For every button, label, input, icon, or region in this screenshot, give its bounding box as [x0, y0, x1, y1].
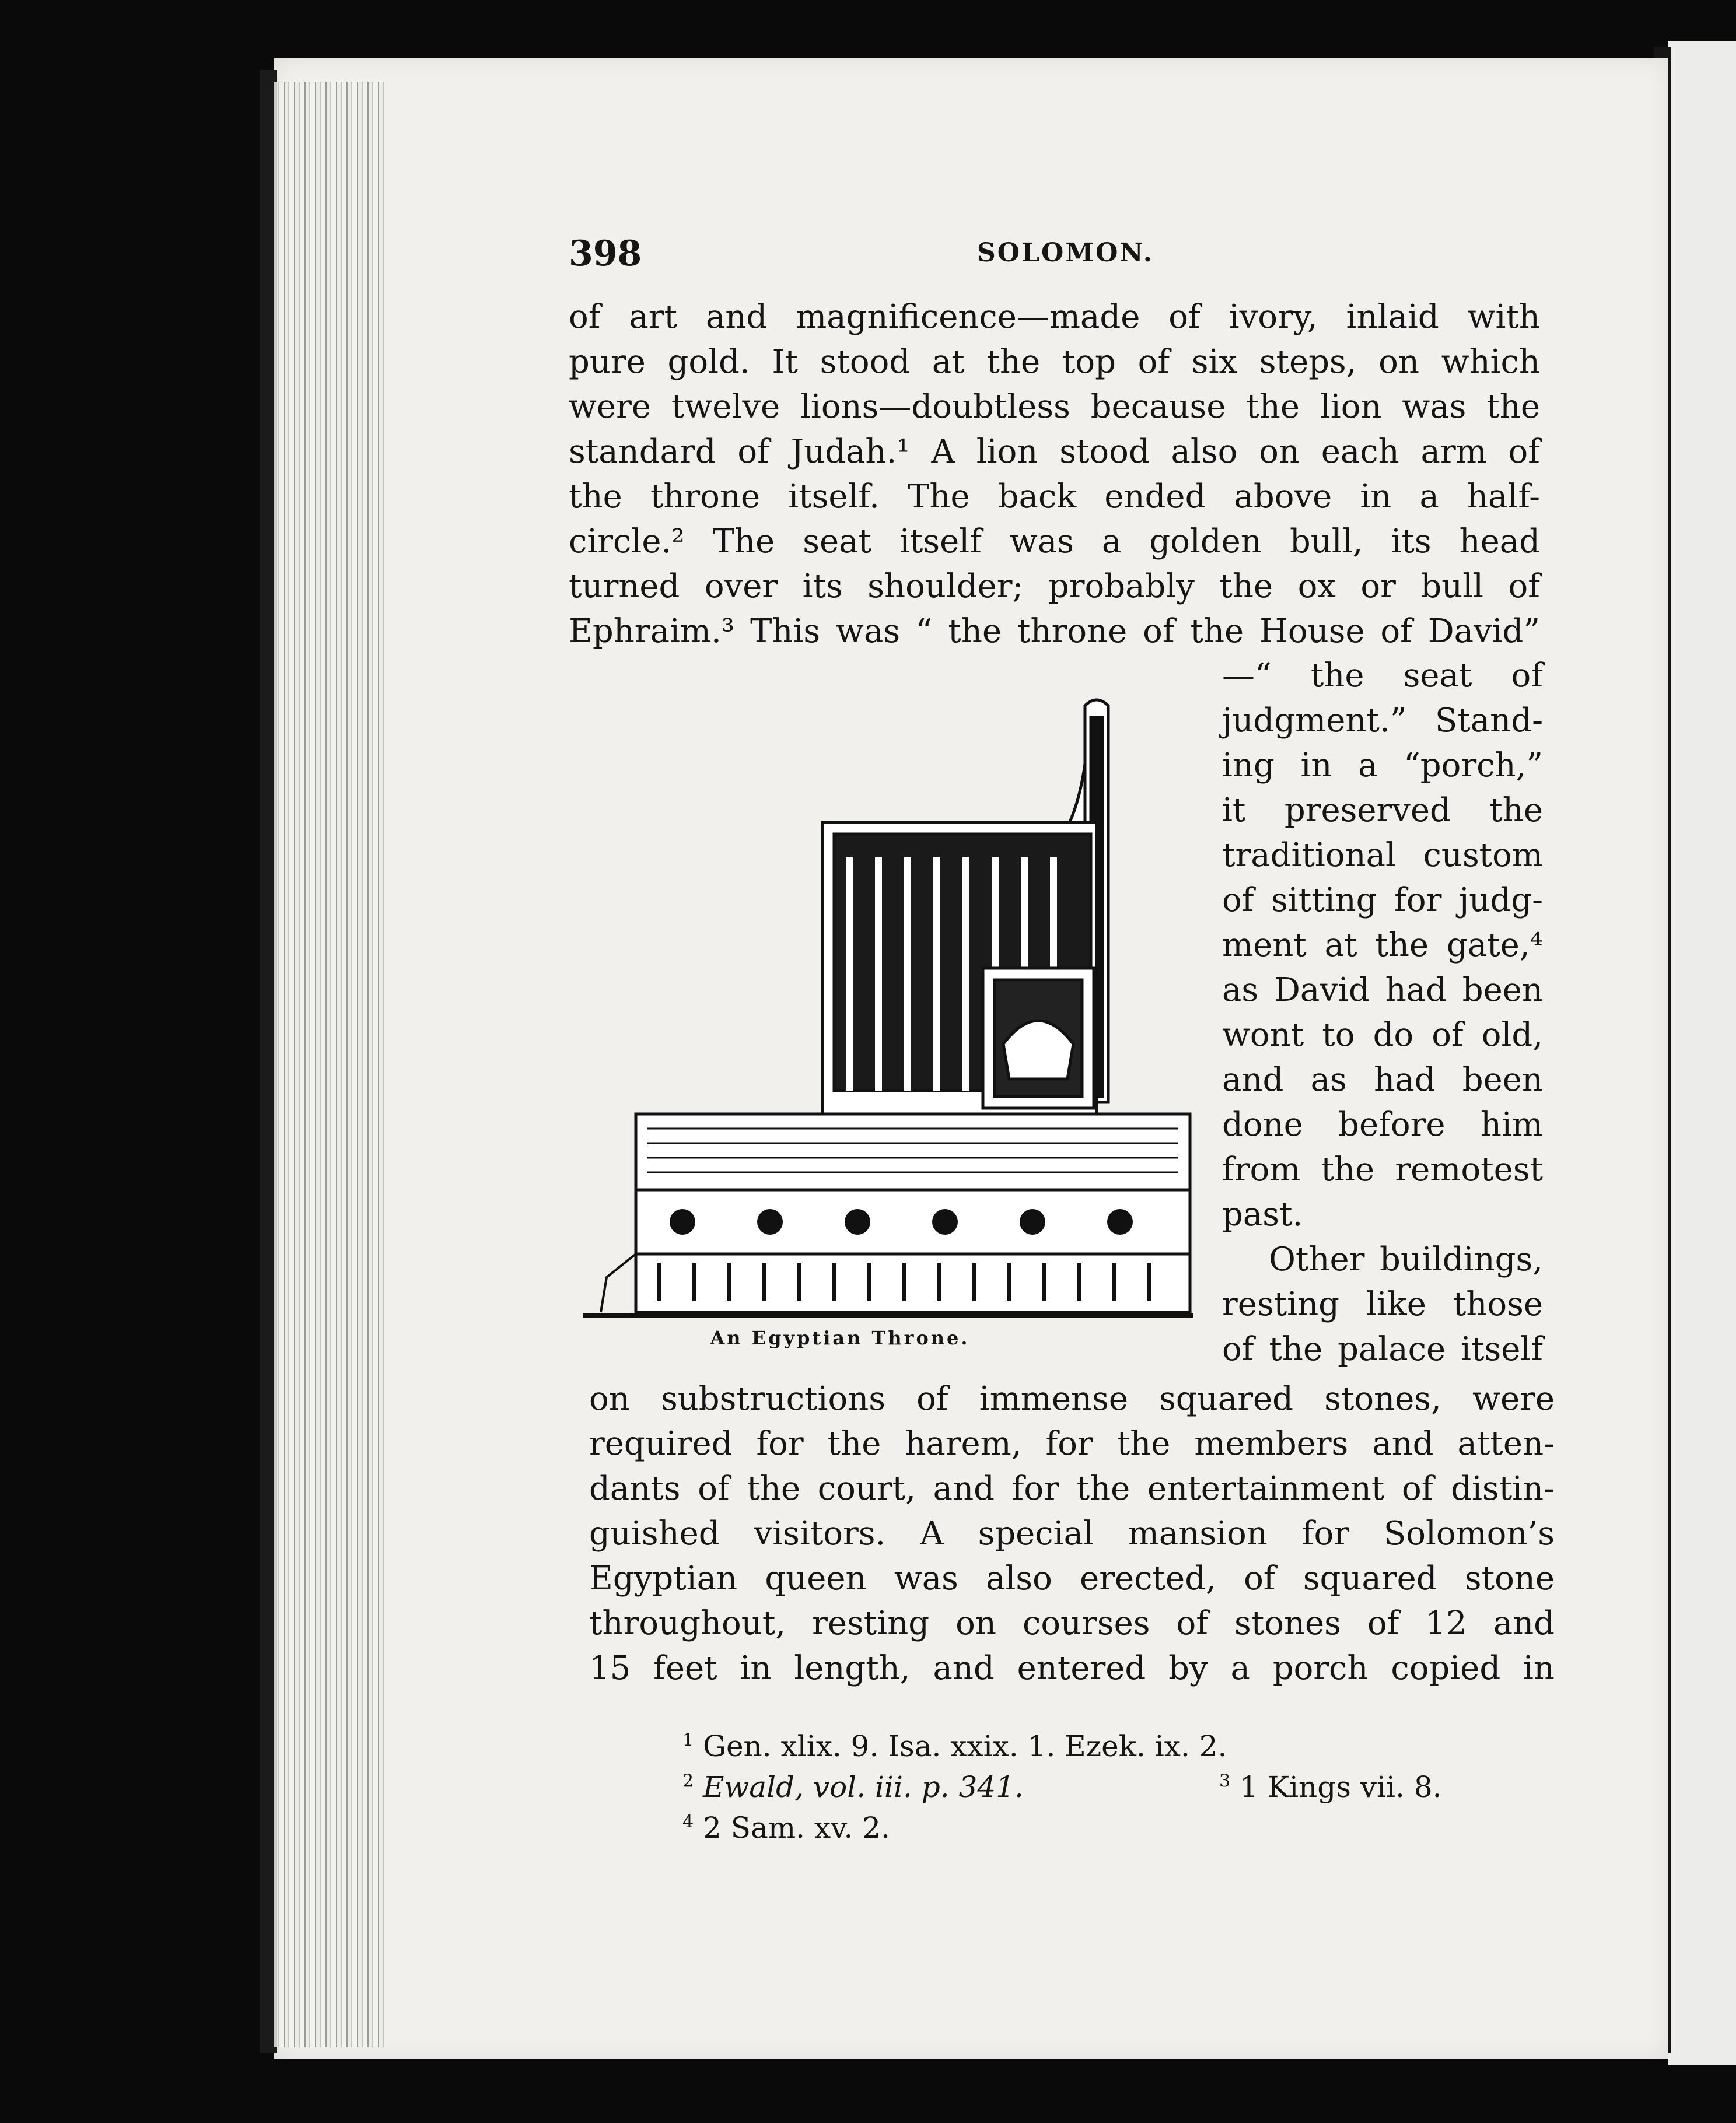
text-line: circle.² The seat itself was a golden bull, its head [569, 523, 1540, 560]
page-number: 398 [569, 233, 642, 274]
text-line: standard of Judah.¹ A lion stood also on each arm of [569, 433, 1540, 471]
text-line: of sitting for judg- [1222, 881, 1543, 919]
footnote-3 [1219, 1770, 1442, 1804]
page-header [569, 233, 1549, 280]
footnote-1 [682, 1729, 1227, 1763]
text-line: it preserved the [1222, 791, 1543, 829]
body-text-wrap [1222, 653, 1543, 1372]
text-line: Other buildings, [1269, 1241, 1543, 1278]
text-line: as David had been [1222, 971, 1543, 1009]
text-line: and as had been [1222, 1061, 1543, 1099]
text-line: judgment.” Stand- [1222, 702, 1543, 740]
throne-illustration [583, 694, 1202, 1324]
text-line: wont to do of old, [1222, 1016, 1543, 1054]
text-line: Egyptian queen was also erected, of squared stone [589, 1560, 1555, 1597]
footnote-marker: 4 [682, 1812, 694, 1833]
body-text-top [569, 295, 1540, 654]
text-line: done before him [1222, 1106, 1543, 1144]
text-line: traditional custom [1222, 836, 1543, 874]
footnote-4 [682, 1811, 890, 1845]
footnote-text: Gen. xlix. 9. Isa. xxix. 1. Ezek. ix. 2. [703, 1729, 1227, 1763]
text-line: past. [1222, 1196, 1303, 1234]
figure-caption: An Egyptian Throne. [710, 1327, 970, 1349]
footnote-text: 2 Sam. xv. 2. [703, 1811, 890, 1845]
text-line: resting like those [1222, 1285, 1543, 1323]
body-text-bottom [589, 1376, 1555, 1691]
text-line: pure gold. It stood at the top of six steps, on which [569, 343, 1540, 381]
footnote-marker: 2 [682, 1771, 694, 1792]
egyptian-throne-figure [583, 694, 1202, 1349]
text-line: required for the harem, for the members and atten- [589, 1425, 1555, 1463]
text-line: the throne itself. The back ended above in a half- [569, 478, 1540, 516]
text-line: Ephraim.³ This was “ the throne of the House of David” [569, 612, 1540, 650]
footnote-2 [682, 1770, 1024, 1804]
text-line: of the palace itself [1222, 1330, 1543, 1368]
footnote-marker: 3 [1219, 1771, 1231, 1792]
text-line: of art and magnificence—made of ivory, inlaid with [569, 298, 1540, 336]
text-line: were twelve lions—doubtless because the lion was the [569, 388, 1540, 426]
text-line: turned over its shoulder; probably the ox or bull of [569, 567, 1540, 605]
text-line: from the remotest [1222, 1151, 1543, 1189]
text-line: dants of the court, and for the entertainment of distin- [589, 1470, 1555, 1508]
footnote-text: 1 Kings vii. 8. [1240, 1770, 1442, 1804]
adjacent-page [1668, 41, 1736, 2065]
text-line: 15 feet in length, and entered by a porch copied in [589, 1649, 1555, 1687]
text-line: on substructions of immense squared stones, were [589, 1380, 1555, 1418]
text-line: throughout, resting on courses of stones of 12 and [589, 1604, 1555, 1642]
footnote-marker: 1 [682, 1730, 694, 1751]
page-edges [274, 82, 385, 2047]
text-line: ing in a “porch,” [1222, 747, 1543, 784]
text-line: —“ the seat of [1222, 657, 1543, 695]
footnote-text: Ewald, vol. iii. p. 341. [703, 1770, 1024, 1804]
running-head: SOLOMON. [977, 238, 1154, 268]
text-line: ment at the gate,⁴ [1222, 926, 1543, 964]
text-line: guished visitors. A special mansion for Solomon’s [589, 1515, 1555, 1553]
